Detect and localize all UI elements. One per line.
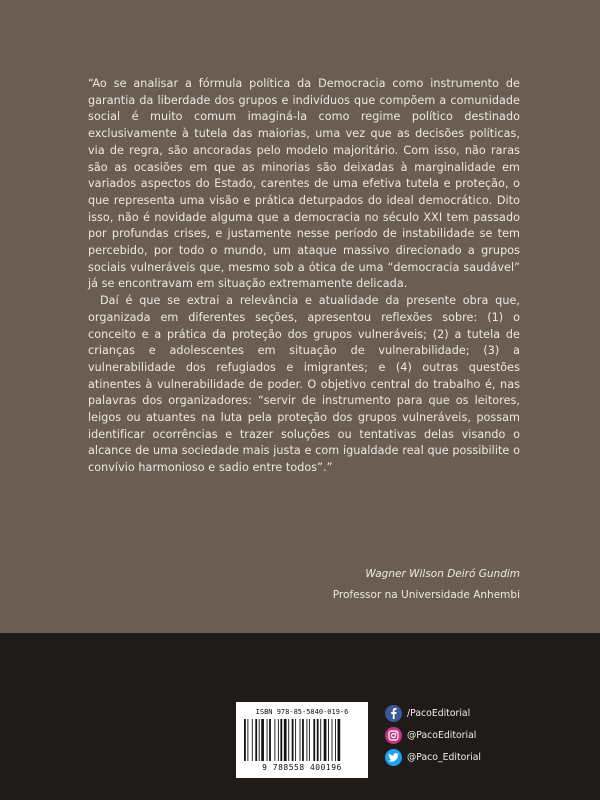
isbn-barcode [236, 702, 368, 778]
barcode-bar [324, 719, 327, 761]
barcode-bar [328, 719, 329, 761]
barcode-digits: 9 788558 400196 [262, 763, 342, 772]
quote-paragraph-2: Daí é que se extrai a relevância e atualidade da presente obra que, organizada em diferentes seções, apresentou reflexões sobre: (1) o conceito e a prática da proteção dos grupos vulneráveis; (2) a tutela de crianças e adolescentes em situação de vulnerabilidade; (3) a vulnerabilidade dos refugiados e imigrantes; e (4) outras questões atinentes à vulnerabilidade de poder. O objetivo central do trabalho é, nas palavras dos organizadores: “servir de instrumento para que os leitores, leigos ou atuantes na luta pela proteção dos grupos vulneráveis, possam identificar ocorrências e trazer soluções ou tentativas delas visando o alcance de uma sociedade mais justa e com igualdade real que possibilite o convívio harmonioso e sadio entre todos”.” [88, 294, 520, 475]
social-label-twitter: @Paco_Editorial [407, 752, 482, 763]
social-label-instagram: @PacoEditorial [407, 730, 477, 741]
barcode-bar [259, 719, 260, 761]
twitter-icon [385, 749, 402, 766]
barcode-bar [288, 719, 289, 761]
barcode-bar [335, 719, 336, 761]
barcode-bars [244, 719, 360, 761]
facebook-icon [385, 705, 402, 722]
barcode-bar [280, 719, 282, 761]
barcode-bar [306, 719, 307, 761]
social-facebook[interactable] [385, 703, 481, 724]
barcode-bar [300, 719, 301, 761]
barcode-bar [252, 719, 253, 761]
barcode-bar [274, 719, 275, 761]
social-instagram[interactable] [385, 725, 481, 746]
barcode-bar [284, 719, 287, 761]
barcode-bar [317, 719, 319, 761]
barcode-bar [302, 719, 304, 761]
barcode-bar [295, 719, 296, 761]
barcode-bar [332, 719, 333, 761]
social-twitter[interactable] [385, 747, 481, 768]
barcode-bar [255, 719, 257, 761]
barcode-bar [313, 719, 315, 761]
barcode-bar [338, 719, 341, 761]
barcode-bar [261, 719, 264, 761]
author-name: Wagner Wilson Deiró Gundim [365, 568, 520, 580]
barcode-bar [247, 719, 248, 761]
author-role: Professor na Universidade Anhembi [332, 589, 520, 601]
quote-paragraph-1: “Ao se analisar a fórmula política da Democracia como instrumento de garantia da liberdade dos grupos e indivíduos que compõem a comunidade social é muito comum imaginá-la como regime político destinado exclusivamente à tutela das maiorias, uma vez que as decisões políticas, via de regra, são ancoradas pelo modelo majoritário. Com isso, não raras são as ocasiões em que as minorias são deixadas à marginalidade em variados aspectos do Estado, carentes de uma efetiva tutela e proteção, o que representa uma visão e prática deturpados do ideal democrático. Dito isso, não é novidade alguma que a democracia no século XXI tem passado por profundas crises, e justamente nesse período de instabilidade se tem percebido, por todo o mundo, um ataque massivo direcionado a grupos sociais vulneráveis que, mesmo sob a ótica de uma “democracia saudável” já se encontravam em situação extremamente delicada. [88, 77, 520, 291]
barcode-bar [320, 719, 321, 761]
barcode-bar [309, 719, 310, 761]
isbn-label: ISBN 978-85-5840-019-6 [255, 708, 349, 716]
social-media-list [385, 703, 481, 769]
barcode-bar [269, 719, 271, 761]
barcode-bar [278, 719, 279, 761]
back-cover-quote [88, 76, 520, 477]
social-label-facebook: /PacoEditorial [407, 708, 471, 719]
barcode-bar [267, 719, 268, 761]
barcode-bar [244, 719, 246, 761]
barcode-bar [292, 719, 294, 761]
instagram-icon [385, 727, 402, 744]
